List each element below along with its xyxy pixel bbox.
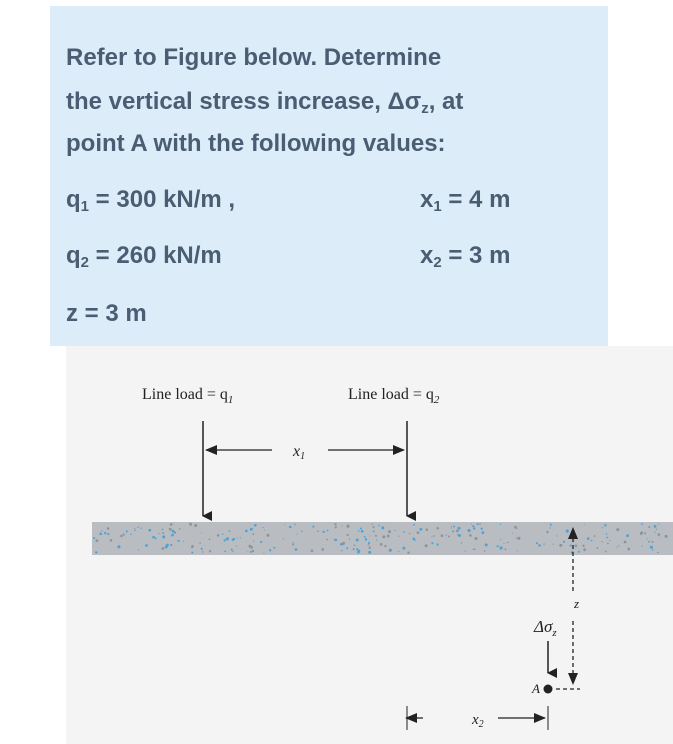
ground-speckle [594,535,596,537]
ground-speckle [482,531,485,534]
ground-speckle [398,536,399,537]
ground-speckle [245,530,248,533]
ground-speckle [471,524,472,525]
ground-speckle [372,524,373,525]
ground-speckle [602,527,603,528]
ground-speckle [368,542,370,544]
ground-speckle [334,539,336,541]
ground-speckle [354,545,356,547]
ground-speckle [346,547,348,549]
ground-speckle [346,525,349,528]
ground-speckle [126,530,128,532]
ground-speckle [606,533,608,535]
ground-speckle [289,526,292,529]
ground-speckle [349,539,350,540]
ground-speckle [105,533,106,534]
ground-speckle [283,538,284,539]
ground-speckle [388,530,391,533]
ground-speckle [372,526,374,528]
ground-speckle [456,530,459,533]
ground-speckle [658,523,659,524]
ground-speckle [507,542,509,544]
ground-speckle [269,549,271,551]
ground-speckle [134,530,135,531]
ground-speckle [101,530,102,531]
ground-speckle [578,551,580,553]
ground-speckle [260,541,262,543]
ground-speckle [317,530,319,532]
ground-speckle [441,534,444,537]
ground-speckle [170,523,173,526]
ground-speckle [387,535,390,538]
ground-speckle [431,542,433,544]
ground-speckle [171,534,174,537]
ground-speckle [93,537,95,539]
q2-value: $q_2 = 260$ kN/m [66,242,222,271]
ground-speckle [473,527,475,529]
ground-speckle [140,528,141,529]
ground-speckle [254,524,257,527]
line-load-1-label: Line load = $q_1$ [142,386,234,406]
ground-speckle [452,530,454,532]
ground-speckle [162,529,164,531]
ground-speckle [641,523,643,525]
ground-speckle [373,530,375,532]
ground-speckle [194,524,197,527]
ground-speckle [389,549,392,552]
z-dimension-label: z [574,596,580,611]
ground-speckle [425,544,428,547]
ground-speckle [665,535,668,538]
ground-speckle [570,545,572,547]
ground-speckle [226,537,229,540]
ground-speckle [403,548,405,550]
ground-speckle [264,529,265,530]
ground-speckle [252,550,254,552]
ground-speckle [605,551,607,553]
ground-speckle [609,540,610,541]
ground-speckle [296,534,297,535]
ground-speckle [222,533,223,534]
ground-speckle [517,537,520,540]
ground-speckle [512,533,513,534]
ground-speckle [169,528,172,531]
ground-speckle [322,548,325,551]
ground-speckle [110,539,113,542]
ground-speckle [624,541,627,544]
z-value: z = 3 m [66,300,147,327]
ground-speckle [505,548,507,550]
ground-speckle [199,542,201,544]
ground-speckle [606,537,608,539]
ground-speckle [353,548,355,550]
ground-speckle [378,525,380,527]
ground-speckle [583,548,586,551]
ground-speckle [414,540,415,541]
ground-speckle [368,551,371,554]
delta-sigma-label: $\Delta\sigma_z$ [534,617,557,639]
intro-line-2: the vertical stress increase, $\Delta\sigma_z$, at [66,88,464,117]
ground-speckle [209,538,211,540]
ground-speckle [253,540,254,541]
ground-speckle [559,544,562,547]
ground-speckle [596,547,598,549]
ground-speckle [413,524,415,526]
ground-speckle [380,543,383,546]
ground-speckle [607,543,609,545]
ground-speckle [417,531,420,534]
ground-speckle [365,538,367,540]
ground-speckle [250,528,253,531]
ground-speckle [224,551,226,553]
ground-speckle [263,552,264,553]
ground-speckle [273,547,275,549]
ground-speckle [358,530,360,532]
ground-speckle [145,544,148,547]
point-a-label: A [532,681,540,696]
ground-speckle [658,533,661,536]
ground-speckle [549,527,550,528]
ground-speckle [465,551,466,552]
ground-speckle [341,525,342,526]
ground-speckle [262,527,263,528]
ground-speckle [376,540,377,541]
ground-speckle [99,533,102,536]
ground-speckle [409,533,410,534]
ground-speckle [369,547,371,549]
ground-speckle [95,551,97,553]
ground-speckle [651,541,653,543]
ground-speckle [96,539,99,542]
ground-speckle [107,533,109,535]
ground-speckle [499,546,502,549]
ground-speckle [654,525,657,528]
ground-speckle [436,543,438,545]
ground-speckle [461,542,462,543]
ground-speckle [543,543,544,544]
ground-speckle [183,541,184,542]
q1-value: $q_1 = 300$ kN/m , [66,186,236,215]
ground-speckle [475,537,478,540]
ground-speckle [474,548,476,550]
ground-speckle [485,543,488,546]
ground-speckle [582,545,584,547]
ground-speckle [166,544,169,547]
ground-speckle [178,540,180,542]
ground-speckle [323,531,325,533]
ground-speckle [575,544,578,547]
ground-speckle [481,527,483,529]
ground-speckle [137,527,138,528]
ground-speckle [472,525,474,527]
ground-speckle [236,545,237,546]
ground-speckle [412,538,415,541]
ground-speckle [340,543,343,546]
ground-speckle [120,535,123,538]
ground-speckle [284,524,285,525]
ground-speckle [341,550,342,551]
ground-speckle [538,544,541,547]
ground-speckle [652,549,654,551]
ground-speckle [231,549,233,551]
ground-speckle [295,548,298,551]
problem-panel [50,6,608,346]
ground-speckle [361,530,364,533]
ground-speckle [201,532,202,533]
ground-speckle [479,523,480,524]
ground-speckle [616,547,617,548]
ground-speckle [179,528,181,530]
ground-speckle [201,548,203,550]
ground-speckle [650,546,653,549]
ground-speckle [267,534,270,537]
ground-speckle [654,532,655,533]
ground-speckle [356,548,358,550]
ground-speckle [209,550,211,552]
ground-speckle [431,536,432,537]
ground-speckle [240,537,241,538]
ground-speckle [107,527,110,530]
ground-speckle [484,550,485,551]
ground-speckle [364,536,366,538]
x1-dimension-label: x1 [293,443,306,462]
ground-speckle [247,551,248,552]
ground-speckle [294,524,296,526]
ground-speckle [368,544,370,546]
ground-speckle [647,538,648,539]
ground-speckle [477,523,479,525]
ground-speckle [311,549,314,552]
ground-speckle [618,545,619,546]
ground-speckle [334,523,336,525]
ground-speckle [217,534,220,537]
ground-speckle [148,529,151,532]
ground-speckle [550,524,552,526]
ground-speckle [375,535,377,537]
ground-speckle [648,541,650,543]
ground-speckle [640,532,643,535]
ground-speckle [347,534,349,536]
ground-speckle [426,528,429,531]
ground-speckle [123,533,125,535]
ground-speckle [514,526,517,529]
x2-value: $x_2 = 3$ m [420,242,511,271]
ground-speckle [557,535,558,536]
ground-speckle [407,552,409,554]
ground-speckle [572,528,574,530]
ground-speckle [382,535,385,538]
ground-speckle [189,523,192,526]
ground-speckle [656,529,657,530]
ground-speckle [433,535,435,537]
ground-speckle [170,544,172,546]
ground-speckle [627,548,630,551]
x1-value: $x_1 = 4$ m [420,186,511,215]
ground-speckle [301,531,303,533]
ground-speckle [516,538,518,540]
ground-speckle [453,526,455,528]
ground-speckle [252,533,254,535]
ground-speckle [191,545,194,548]
ground-speckle [394,530,395,531]
ground-speckle [648,526,650,528]
ground-speckle [369,535,370,536]
ground-speckle [503,543,504,544]
ground-speckle [546,531,548,533]
ground-speckle [626,534,629,537]
ground-speckle [349,538,350,539]
ground-speckle [162,532,164,534]
ground-speckle [335,526,337,528]
ground-speckle [473,549,474,550]
ground-speckle [232,551,234,553]
ground-speckle [224,539,226,541]
ground-speckle [451,528,452,529]
ground-speckle [451,526,452,527]
ground-speckle [644,532,646,534]
ground-speckle [250,546,253,549]
figure-panel [66,346,673,744]
line-load-diagram [66,346,673,744]
ground-speckle [117,545,120,548]
ground-speckle [448,535,450,537]
ground-speckle [436,527,439,530]
ground-speckle [467,529,470,532]
ground-speckle [536,542,538,544]
ground-speckle [158,533,159,534]
ground-speckle [458,527,461,530]
ground-speckle [500,539,501,540]
ground-speckle [134,528,135,529]
ground-speckle [517,550,518,551]
ground-speckle [500,524,501,525]
ground-speckle [162,547,165,550]
ground-speckle [312,526,314,528]
ground-speckle [553,543,554,544]
ground-speckle [458,534,461,537]
ground-speckle [162,535,165,538]
ground-speckle [326,539,328,541]
ground-speckle [616,528,619,531]
point-a-marker [544,685,553,694]
ground-speckle [403,531,405,533]
ground-speckle [604,524,606,526]
ground-speckle [191,552,193,554]
ground-speckle [327,530,329,532]
ground-speckle [228,530,230,532]
x2-dimension-label: $x_2$ [472,712,484,730]
ground-speckle [584,524,585,525]
ground-speckle [138,549,139,550]
ground-speckle [293,542,294,543]
ground-speckle [356,539,359,542]
ground-speckle [657,552,659,554]
ground-speckle [152,536,155,539]
ground-speckle [398,551,399,552]
ground-speckle [563,541,565,543]
ground-speckle [360,527,362,529]
ground-speckle [591,540,593,542]
ground-speckle [130,534,132,536]
ground-speckle [381,526,384,529]
ground-speckle [358,550,360,552]
ground-speckle [384,545,386,547]
ground-speckle [292,543,294,545]
ground-speckle [497,545,499,547]
ground-speckle [587,537,590,540]
ground-speckle [202,551,204,553]
ground-speckle [250,551,252,553]
ground-speckle [232,539,234,541]
ground-speckle [469,534,472,537]
ground-speckle [602,541,603,542]
line-load-2-label: Line load = $q_2$ [348,386,440,406]
ground-speckle [446,535,447,536]
intro-line-3: point A with the following values: [66,130,446,157]
ground-speckle [566,530,569,533]
intro-line-1: Refer to Figure below. Determine [66,44,442,71]
ground-speckle [237,537,238,538]
ground-speckle [419,528,422,531]
ground-speckle [660,537,661,538]
ground-speckle [642,545,643,546]
ground-speckle [155,537,157,539]
ground-speckle [172,530,175,533]
